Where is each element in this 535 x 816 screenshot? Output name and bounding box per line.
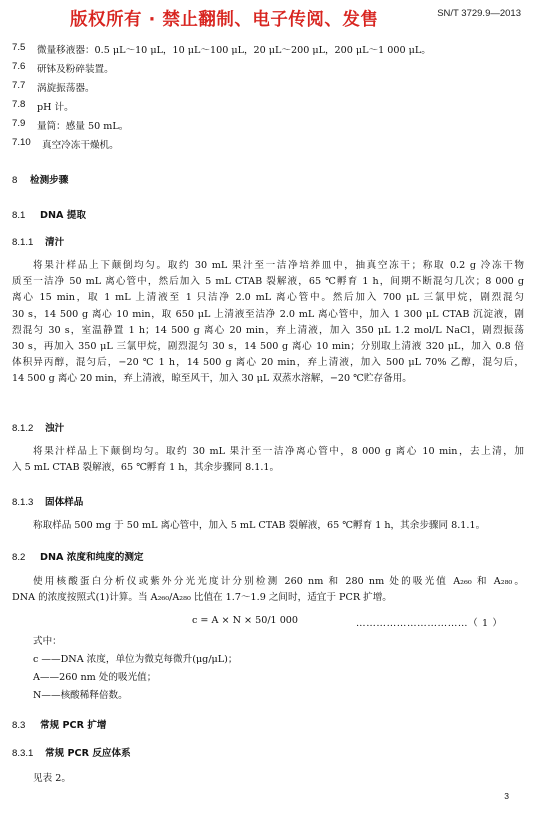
section-heading-8-1-3 bbox=[12, 494, 83, 508]
paragraph-cloudy-juice bbox=[12, 444, 524, 476]
apparatus-item-text: 涡旋振荡器。 bbox=[37, 83, 95, 94]
paragraph-line: 离心 15 min，取 1 mL 上清液至 1 只洁净 2.0 mL 离心管中。然后加入 700 μL 三氯甲烷，剧烈混匀 bbox=[12, 292, 524, 304]
apparatus-item-text: 真空冷冻干燥机。 bbox=[42, 140, 119, 151]
paragraph-clear-juice bbox=[12, 258, 524, 388]
section-heading-8-1 bbox=[12, 207, 86, 221]
section-number: 8.1.2 bbox=[12, 423, 34, 434]
section-heading-8-1-2 bbox=[12, 420, 64, 434]
apparatus-item-number: 7.7 bbox=[12, 80, 26, 91]
definition-a: A——260 nm 处的吸光值； bbox=[33, 672, 157, 683]
section-number: 8 bbox=[12, 175, 18, 186]
paragraph-line: 称取样品 500 mg 于 50 mL 离心管中，加入 5 mL CTAB 裂解液，65 ℃孵育 1 h，其余步骤同 8.1.1。 bbox=[33, 520, 486, 531]
paragraph-line: 入 5 mL CTAB 裂解液，65 ℃孵育 1 h，其余步骤同 8.1.1。 bbox=[12, 462, 280, 474]
paragraph-line: 体积异丙醇，混匀后，−20 ℃ 1 h，14 500 g 离心 20 min，弃上清液，加入 500 μL 70% 乙醇，混匀后， bbox=[12, 357, 524, 369]
formula-1: c = A × N × 50/1 000 bbox=[192, 615, 299, 626]
copyright-watermark: 版权所有 · 禁止翻制、电子传阅、发售 bbox=[70, 10, 379, 30]
section-number: 8.3.1 bbox=[12, 748, 34, 759]
page-number: 3 bbox=[504, 791, 509, 801]
paragraph-dna-measurement bbox=[12, 574, 524, 606]
apparatus-item-number: 7.6 bbox=[12, 61, 26, 72]
where-label: 式中： bbox=[33, 636, 62, 647]
section-heading-8-1-1 bbox=[12, 234, 64, 248]
paragraph-line: 使用核酸蛋白分析仪或紫外分光光度计分别检测 260 nm 和 280 nm 处的吸光值 A₂₆₀ 和 A₂₈₀。 bbox=[33, 576, 524, 587]
paragraph-line: 将果汁样品上下颠倒均匀。取约 30 mL 果汁至一洁净培养皿中，抽真空冻干；称取 0.2 g 冷冻干物 bbox=[33, 260, 524, 271]
section-title: 常规 PCR 扩增 bbox=[40, 720, 107, 731]
section-number: 8.1 bbox=[12, 210, 26, 221]
section-heading-8-2 bbox=[12, 549, 144, 563]
paragraph-line: 烈混匀 30 s，室温静置 1 h；14 500 g 离心 20 min，弃上清液，加入 350 μL 1.2 mol/L NaCl，剧烈振荡 bbox=[12, 324, 524, 336]
formula-number: ……………………………（ 1 ） bbox=[356, 618, 503, 629]
apparatus-item-number: 7.9 bbox=[12, 118, 26, 129]
apparatus-item-text: pH 计。 bbox=[37, 102, 74, 113]
section-heading-8-3-1 bbox=[12, 745, 131, 759]
section-title: DNA 提取 bbox=[40, 210, 86, 221]
paragraph-line: 将果汁样品上下颠倒均匀。取约 30 mL 果汁至一洁净离心管中，8 000 g 离心 10 min，去上清，加 bbox=[33, 446, 524, 457]
paragraph-line: DNA 的浓度按照式(1)计算。当 A₂₆₀/A₂₈₀ 比值在 1.7～1.9 之间时，适宜于 PCR 扩增。 bbox=[12, 592, 392, 604]
apparatus-item-number: 7.5 bbox=[12, 42, 26, 53]
apparatus-item-text: 研钵及粉碎装置。 bbox=[37, 64, 114, 75]
section-title: 浊汁 bbox=[45, 423, 65, 434]
section-title: 固体样品 bbox=[45, 497, 84, 508]
section-title: DNA 浓度和纯度的测定 bbox=[40, 552, 144, 563]
definition-n: N——核酸稀释倍数。 bbox=[33, 690, 128, 701]
section-number: 8.3 bbox=[12, 720, 26, 731]
paragraph-line: 14 500 g 离心 20 min，弃上清液，晾至风干，加入 30 μL 双蒸水溶解，−20 ℃贮存备用。 bbox=[12, 373, 412, 385]
paragraph-solid-sample bbox=[12, 518, 524, 534]
paragraph-line: 质至一洁净 50 mL 离心管中，然后加入 5 mL CTAB 裂解液，65 ℃孵育 1 h，间期不断混匀几次；8 000 g bbox=[12, 276, 524, 288]
section-heading-8-3 bbox=[12, 717, 107, 731]
standard-code: SN/T 3729.9—2013 bbox=[437, 8, 521, 19]
paragraph-line: 30 s，再加入 350 μL 三氯甲烷，剧烈混匀 30 s，14 500 g 离心 10 min；分别取上清液 320 μL，加入 0.8 倍 bbox=[12, 341, 524, 353]
apparatus-item-number: 7.8 bbox=[12, 99, 26, 110]
section-number: 8.1.1 bbox=[12, 237, 34, 248]
section-number: 8.2 bbox=[12, 552, 26, 563]
apparatus-item-text: 量筒：感量 50 mL。 bbox=[37, 121, 129, 132]
apparatus-item-text: 微量移液器：0.5 μL～10 μL，10 μL～100 μL，20 μL～200 μL，200 μL～1 000 μL。 bbox=[37, 45, 431, 56]
section-title: 检测步骤 bbox=[30, 175, 69, 186]
section-title: 常规 PCR 反应体系 bbox=[45, 748, 131, 759]
paragraph-line: 30 s，14 500 g 离心 10 min，取 650 μL 上清液至洁净 2.0 mL 离心管中，加入 1 300 μL CTAB 沉淀液，剧 bbox=[12, 308, 524, 320]
paragraph-see-table: 见表 2。 bbox=[33, 773, 71, 784]
section-heading-8 bbox=[12, 172, 68, 186]
definition-c: c ——DNA 浓度，单位为微克每微升(μg/μL)； bbox=[33, 654, 238, 665]
apparatus-item-number: 7.10 bbox=[12, 137, 31, 148]
section-title: 清汁 bbox=[45, 237, 65, 248]
section-number: 8.1.3 bbox=[12, 497, 34, 508]
